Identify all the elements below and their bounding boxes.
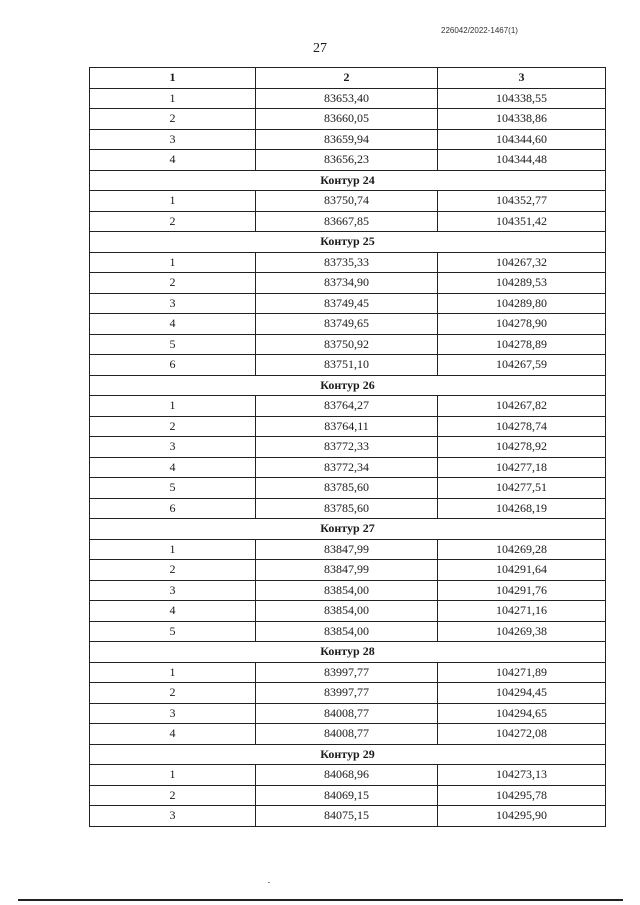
- table-row: [90, 478, 606, 499]
- y-coordinate-cell: 104277,18: [438, 457, 606, 478]
- table-row: [90, 191, 606, 212]
- table-row: [90, 211, 606, 232]
- table-row: [90, 580, 606, 601]
- x-coordinate-cell: 83854,00: [256, 621, 438, 642]
- table-row: [90, 252, 606, 273]
- contour-heading: Контур 25: [90, 232, 606, 253]
- header-row: [90, 68, 606, 89]
- y-coordinate-cell: 104291,76: [438, 580, 606, 601]
- x-coordinate-cell: 83847,99: [256, 560, 438, 581]
- table-row: [90, 457, 606, 478]
- point-number-cell: 1: [90, 765, 256, 786]
- y-coordinate-cell: 104273,13: [438, 765, 606, 786]
- table-row: [90, 703, 606, 724]
- table-row: [90, 314, 606, 335]
- y-coordinate-cell: 104278,92: [438, 437, 606, 458]
- y-coordinate-cell: 104338,86: [438, 109, 606, 130]
- contour-heading: Контур 26: [90, 375, 606, 396]
- table-row: [90, 334, 606, 355]
- contour-heading-row: [90, 170, 606, 191]
- table-row: [90, 396, 606, 417]
- table-row: [90, 539, 606, 560]
- y-coordinate-cell: 104269,28: [438, 539, 606, 560]
- y-coordinate-cell: 104267,82: [438, 396, 606, 417]
- x-coordinate-cell: 83659,94: [256, 129, 438, 150]
- point-number-cell: 1: [90, 539, 256, 560]
- y-coordinate-cell: 104271,16: [438, 601, 606, 622]
- x-coordinate-cell: 83764,11: [256, 416, 438, 437]
- column-header-number: 1: [90, 68, 256, 89]
- y-coordinate-cell: 104278,90: [438, 314, 606, 335]
- point-number-cell: 6: [90, 355, 256, 376]
- y-coordinate-cell: 104289,53: [438, 273, 606, 294]
- y-coordinate-cell: 104295,90: [438, 806, 606, 827]
- table-row: [90, 129, 606, 150]
- point-number-cell: 4: [90, 150, 256, 171]
- document-id: 226042/2022-1467(1): [441, 26, 518, 35]
- y-coordinate-cell: 104277,51: [438, 478, 606, 499]
- x-coordinate-cell: 83660,05: [256, 109, 438, 130]
- column-header-x: 2: [256, 68, 438, 89]
- y-coordinate-cell: 104289,80: [438, 293, 606, 314]
- table-row: [90, 621, 606, 642]
- table-row: [90, 601, 606, 622]
- x-coordinate-cell: 83734,90: [256, 273, 438, 294]
- x-coordinate-cell: 84008,77: [256, 724, 438, 745]
- point-number-cell: 3: [90, 703, 256, 724]
- point-number-cell: 3: [90, 437, 256, 458]
- x-coordinate-cell: 83854,00: [256, 580, 438, 601]
- contour-heading-row: [90, 642, 606, 663]
- point-number-cell: 3: [90, 293, 256, 314]
- table-row: [90, 498, 606, 519]
- point-number-cell: 1: [90, 88, 256, 109]
- x-coordinate-cell: 83772,33: [256, 437, 438, 458]
- point-number-cell: 3: [90, 129, 256, 150]
- table-row: [90, 416, 606, 437]
- x-coordinate-cell: 83764,27: [256, 396, 438, 417]
- x-coordinate-cell: 83785,60: [256, 478, 438, 499]
- point-number-cell: 6: [90, 498, 256, 519]
- coordinates-table: [89, 67, 606, 827]
- contour-heading-row: [90, 375, 606, 396]
- y-coordinate-cell: 104344,60: [438, 129, 606, 150]
- footer-rule: [18, 899, 623, 901]
- x-coordinate-cell: 83750,74: [256, 191, 438, 212]
- contour-heading-row: [90, 232, 606, 253]
- y-coordinate-cell: 104267,59: [438, 355, 606, 376]
- point-number-cell: 2: [90, 560, 256, 581]
- point-number-cell: 2: [90, 683, 256, 704]
- point-number-cell: 1: [90, 191, 256, 212]
- table-body: [90, 88, 606, 826]
- point-number-cell: 4: [90, 457, 256, 478]
- y-coordinate-cell: 104294,65: [438, 703, 606, 724]
- x-coordinate-cell: 83735,33: [256, 252, 438, 273]
- table-row: [90, 109, 606, 130]
- table-row: [90, 437, 606, 458]
- table-header: [90, 68, 606, 89]
- point-number-cell: 3: [90, 806, 256, 827]
- table-row: [90, 560, 606, 581]
- x-coordinate-cell: 84069,15: [256, 785, 438, 806]
- point-number-cell: 4: [90, 601, 256, 622]
- y-coordinate-cell: 104338,55: [438, 88, 606, 109]
- contour-heading: Контур 28: [90, 642, 606, 663]
- y-coordinate-cell: 104278,74: [438, 416, 606, 437]
- table-row: [90, 806, 606, 827]
- y-coordinate-cell: 104269,38: [438, 621, 606, 642]
- contour-heading-row: [90, 519, 606, 540]
- y-coordinate-cell: 104272,08: [438, 724, 606, 745]
- point-number-cell: 2: [90, 211, 256, 232]
- point-number-cell: 4: [90, 314, 256, 335]
- y-coordinate-cell: 104344,48: [438, 150, 606, 171]
- y-coordinate-cell: 104294,45: [438, 683, 606, 704]
- contour-heading: Контур 27: [90, 519, 606, 540]
- point-number-cell: 1: [90, 252, 256, 273]
- contour-heading-row: [90, 744, 606, 765]
- point-number-cell: 4: [90, 724, 256, 745]
- y-coordinate-cell: 104278,89: [438, 334, 606, 355]
- point-number-cell: 2: [90, 273, 256, 294]
- x-coordinate-cell: 83772,34: [256, 457, 438, 478]
- x-coordinate-cell: 83750,92: [256, 334, 438, 355]
- contour-heading: Контур 29: [90, 744, 606, 765]
- page-number: 27: [313, 41, 327, 56]
- point-number-cell: 1: [90, 662, 256, 683]
- point-number-cell: 2: [90, 109, 256, 130]
- footer-mark: [268, 882, 270, 883]
- point-number-cell: 2: [90, 416, 256, 437]
- x-coordinate-cell: 83667,85: [256, 211, 438, 232]
- y-coordinate-cell: 104291,64: [438, 560, 606, 581]
- point-number-cell: 2: [90, 785, 256, 806]
- x-coordinate-cell: 84008,77: [256, 703, 438, 724]
- y-coordinate-cell: 104351,42: [438, 211, 606, 232]
- table-row: [90, 273, 606, 294]
- table-row: [90, 683, 606, 704]
- table-row: [90, 662, 606, 683]
- x-coordinate-cell: 83749,45: [256, 293, 438, 314]
- x-coordinate-cell: 83749,65: [256, 314, 438, 335]
- x-coordinate-cell: 83785,60: [256, 498, 438, 519]
- y-coordinate-cell: 104267,32: [438, 252, 606, 273]
- x-coordinate-cell: 84068,96: [256, 765, 438, 786]
- point-number-cell: 3: [90, 580, 256, 601]
- x-coordinate-cell: 83997,77: [256, 683, 438, 704]
- y-coordinate-cell: 104352,77: [438, 191, 606, 212]
- y-coordinate-cell: 104268,19: [438, 498, 606, 519]
- table-row: [90, 355, 606, 376]
- contour-heading: Контур 24: [90, 170, 606, 191]
- x-coordinate-cell: 83854,00: [256, 601, 438, 622]
- table-row: [90, 150, 606, 171]
- x-coordinate-cell: 84075,15: [256, 806, 438, 827]
- x-coordinate-cell: 83656,23: [256, 150, 438, 171]
- x-coordinate-cell: 83847,99: [256, 539, 438, 560]
- table-row: [90, 765, 606, 786]
- x-coordinate-cell: 83653,40: [256, 88, 438, 109]
- point-number-cell: 1: [90, 396, 256, 417]
- table-row: [90, 724, 606, 745]
- point-number-cell: 5: [90, 334, 256, 355]
- x-coordinate-cell: 83751,10: [256, 355, 438, 376]
- x-coordinate-cell: 83997,77: [256, 662, 438, 683]
- table-row: [90, 293, 606, 314]
- table-row: [90, 88, 606, 109]
- column-header-y: 3: [438, 68, 606, 89]
- point-number-cell: 5: [90, 478, 256, 499]
- y-coordinate-cell: 104271,89: [438, 662, 606, 683]
- y-coordinate-cell: 104295,78: [438, 785, 606, 806]
- point-number-cell: 5: [90, 621, 256, 642]
- table-row: [90, 785, 606, 806]
